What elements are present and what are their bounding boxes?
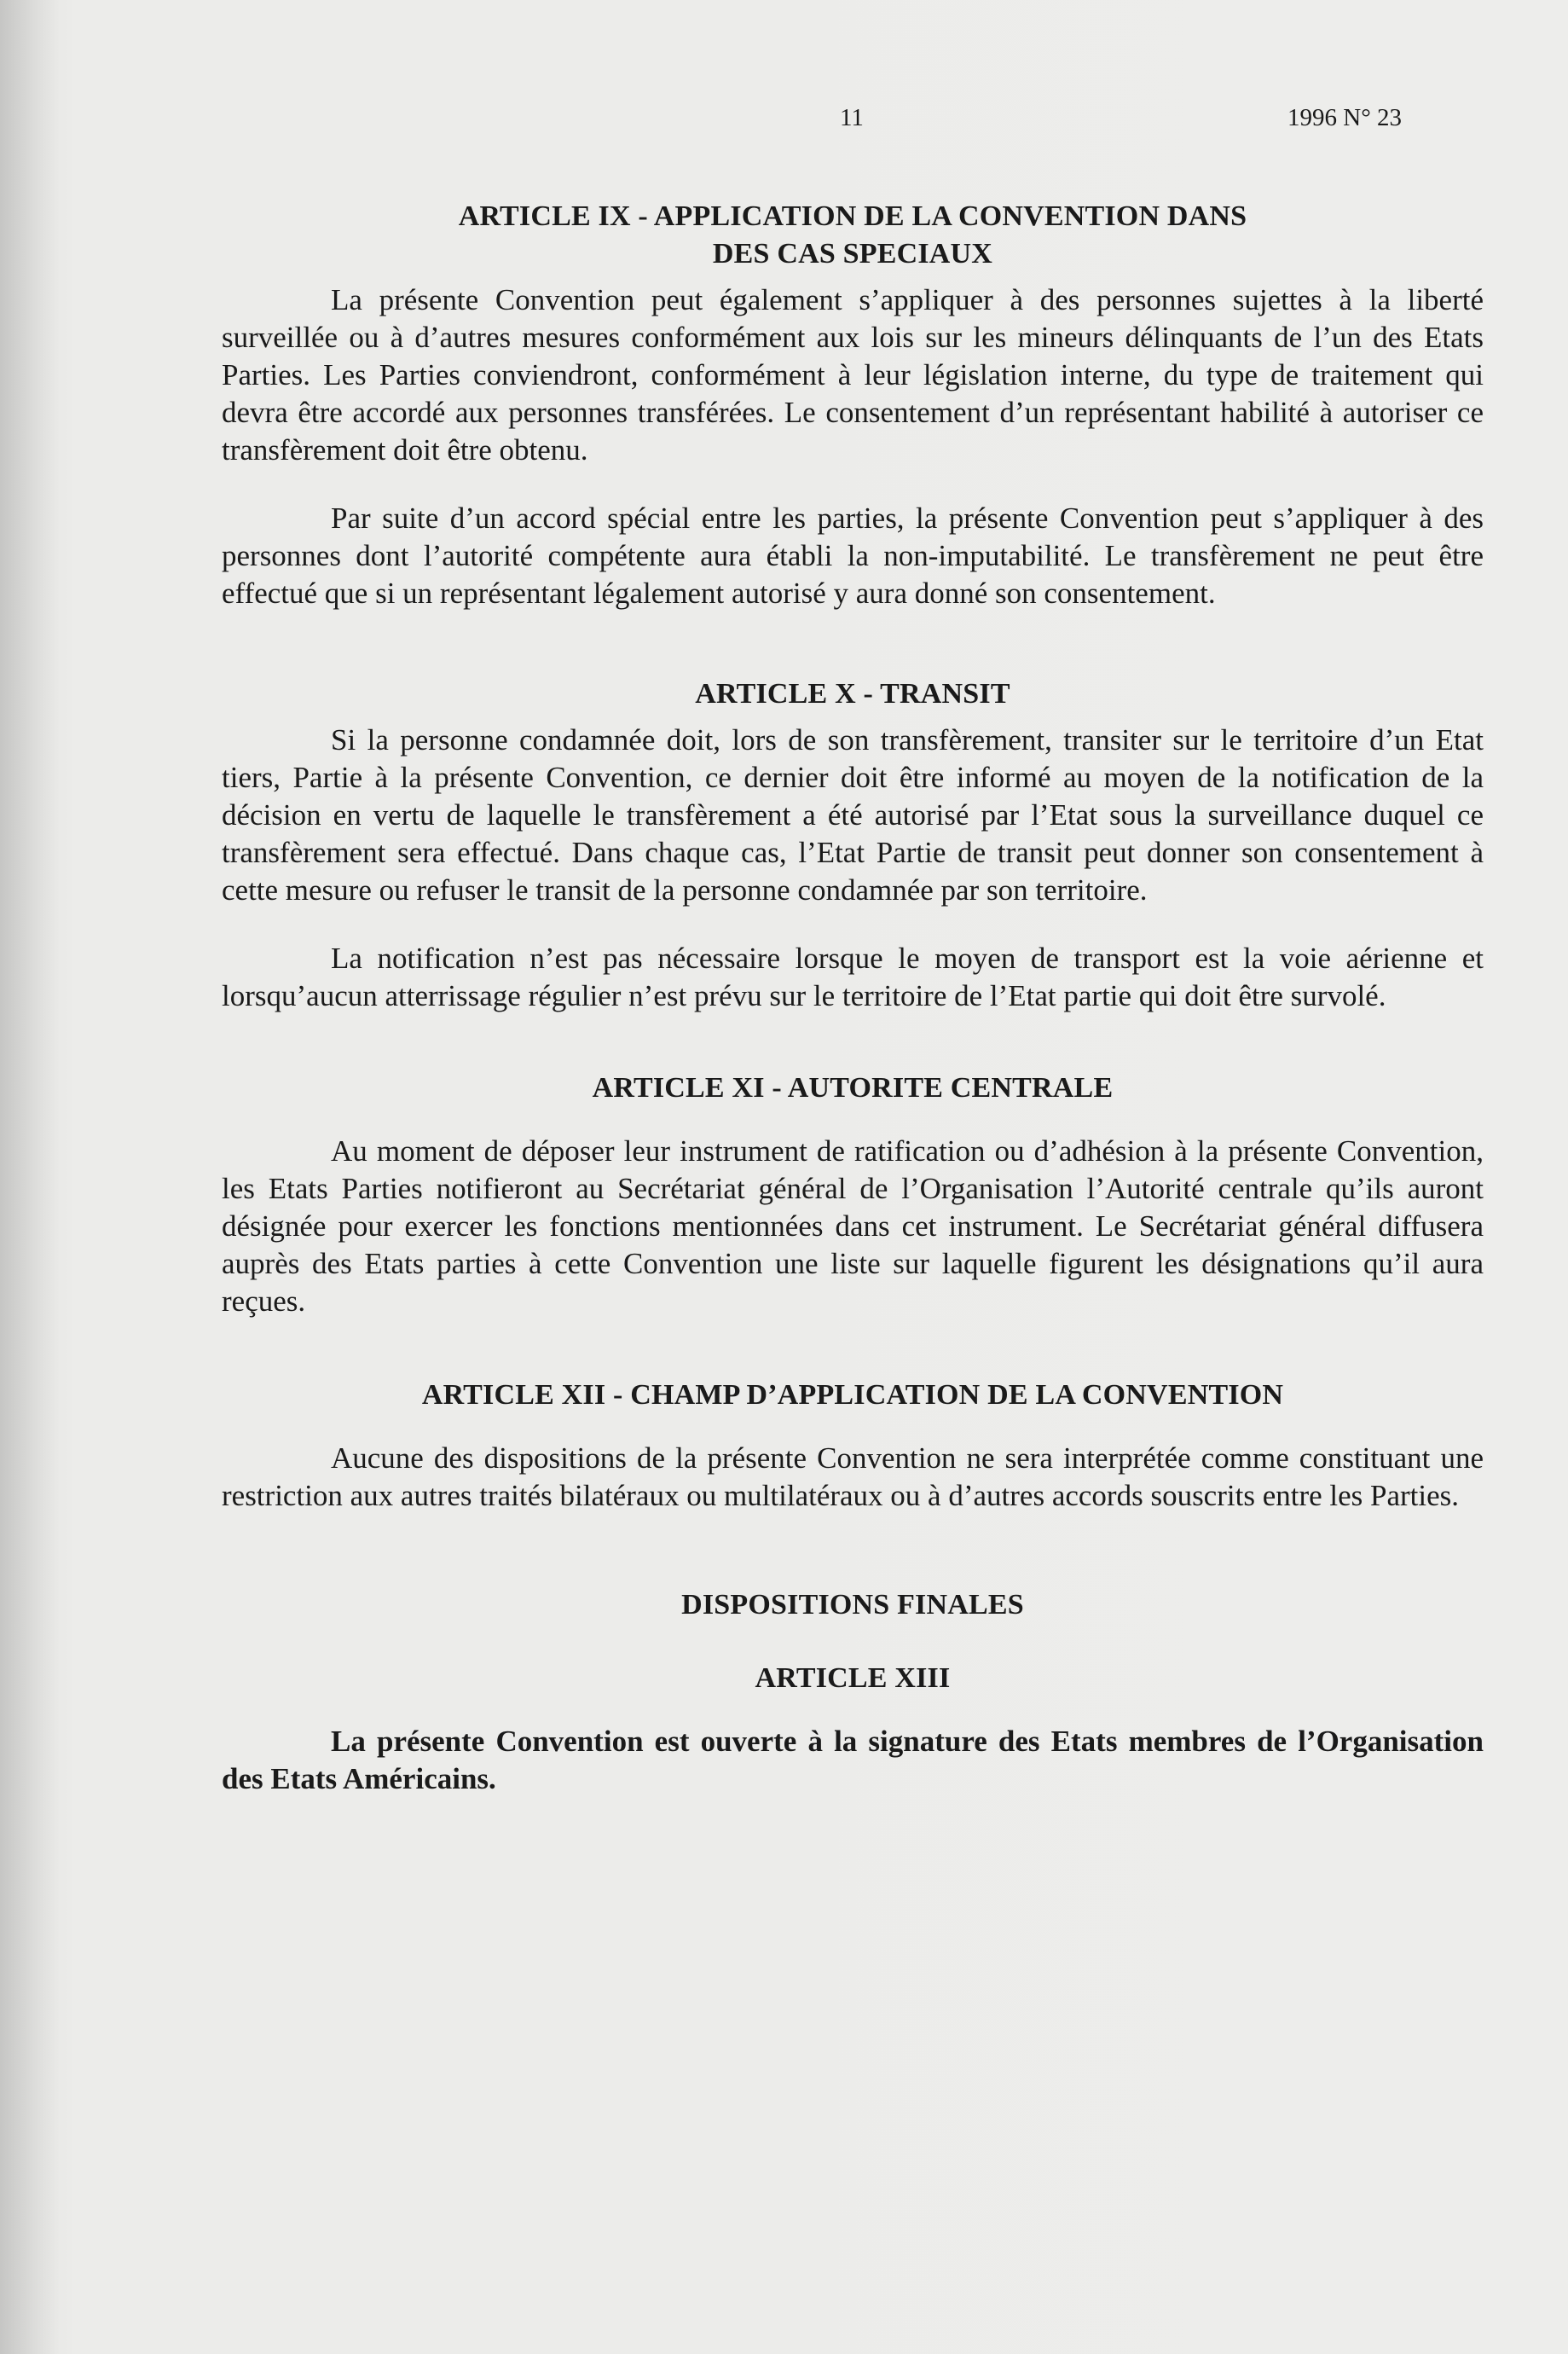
article-ix-title-line1: ARTICLE IX - APPLICATION DE LA CONVENTION DANS (458, 200, 1247, 232)
spine-shadow (0, 0, 60, 2354)
article-xi-paragraph-1: Au moment de déposer leur instrument de ratification ou d’adhésion à la présente Convention, les Etats Parties notifieront au Secrétariat général de l’Organisation l’Autorité centrale qu’ils auront désignée pour exercer les fonctions mentionnées dans cet instrument. Le Secrétariat général diffusera auprès des Etats parties à cette Convention une liste sur laquelle figurent les désignations qu’il aura reçues. (222, 1134, 1484, 1318)
article-xiii-title: ARTICLE XIII (755, 1662, 951, 1694)
document-reference: 1996 N° 23 (1287, 104, 1403, 131)
final-provisions-title: DISPOSITIONS FINALES (681, 1589, 1024, 1621)
page-number: 11 (840, 104, 864, 131)
article-ix-paragraph-2: Par suite d’un accord spécial entre les parties, la présente Convention peut s’appliquer à des personnes dont l’autorité compétente aura établi la non-imputabilité. Le transfèrement ne peut être effectué que si un représentant légalement autorisé y aura donné son consentement. (222, 502, 1484, 610)
article-xiii-paragraph-1: La présente Convention est ouverte à la signature des Etats membres de l’Organisation des Etats Américains. (222, 1725, 1484, 1795)
article-x-title: ARTICLE X - TRANSIT (695, 678, 1010, 710)
article-xi-title: ARTICLE XI - AUTORITE CENTRALE (592, 1072, 1114, 1104)
article-xii-title: ARTICLE XII - CHAMP D’APPLICATION DE LA CONVENTION (421, 1379, 1284, 1411)
page-header (0, 104, 1568, 138)
article-xii-paragraph-1: Aucune des dispositions de la présente Convention ne sera interprétée comme constituant une restriction aux autres traités bilatéraux ou multilatéraux ou à d’autres accords souscrits entre les Parties. (222, 1441, 1484, 1512)
page-content (222, 198, 1484, 1798)
article-x-paragraph-2: La notification n’est pas nécessaire lorsque le moyen de transport est la voie aérienne et lorsqu’aucun atterrissage régulier n’est prévu sur le territoire de l’Etat partie qui doit être survolé. (222, 942, 1484, 1012)
article-ix-title-line2: DES CAS SPECIAUX (712, 238, 993, 270)
article-x-paragraph-1: Si la personne condamnée doit, lors de son transfèrement, transiter sur le territoire d’un Etat tiers, Partie à la présente Convention, ce dernier doit être informé au moyen de la notification de la décision en vertu de laquelle le transfèrement a été autorisé par l’Etat sous la surveillance duquel ce transfèrement sera effectué. Dans chaque cas, l’Etat Partie de transit peut donner son consentement à cette mesure ou refuser le transit de la personne condamnée par son territoire. (222, 723, 1484, 907)
article-ix-paragraph-1: La présente Convention peut également s’appliquer à des personnes sujettes à la liberté surveillée ou à d’autres mesures conformément aux lois sur les mineurs délinquants de l’un des Etats Parties. Les Parties conviendront, conformément à leur législation interne, du type de traitement qui devra être accordé aux personnes transférées. Le consentement d’un représentant habilité à autoriser ce transfèrement doit être obtenu. (222, 283, 1484, 467)
article-ix-title (222, 198, 1484, 273)
